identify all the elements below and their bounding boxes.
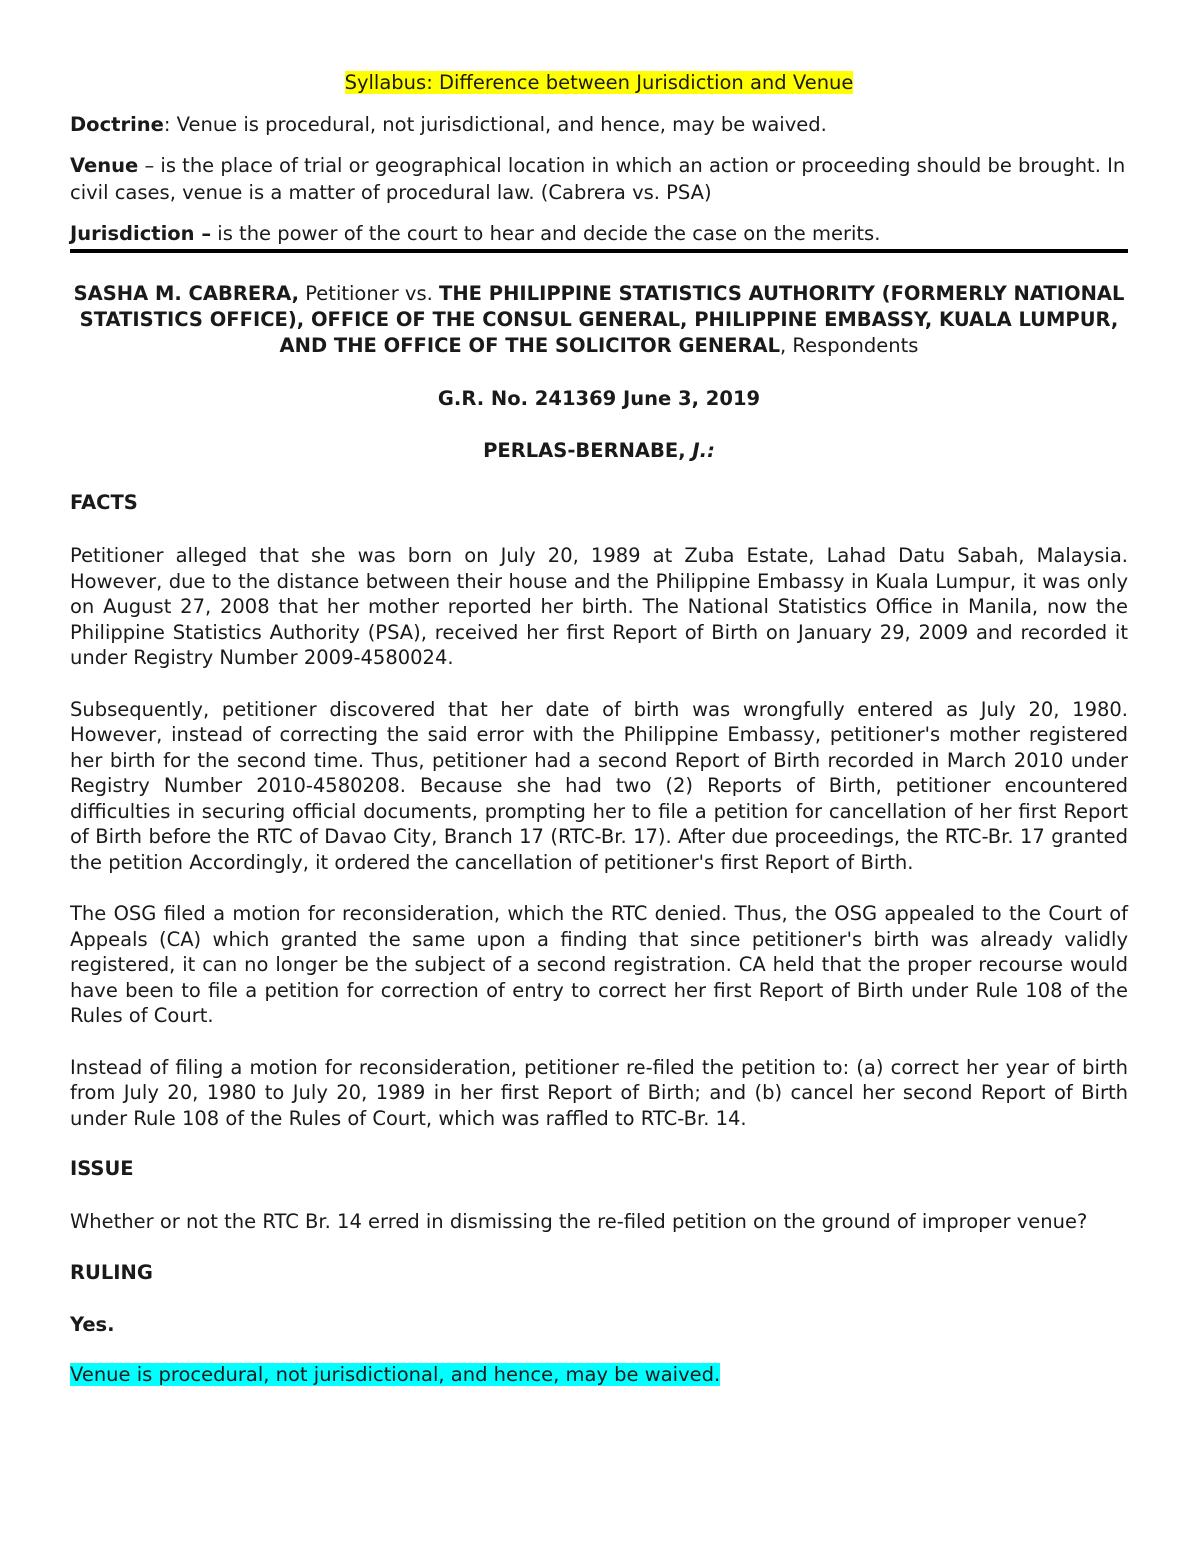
facts-paragraph: The OSG filed a motion for reconsideration, which the RTC denied. Thus, the OSG appealed to the Court of Appeals (CA) which granted the same upon a finding that since petitioner's birth was already validly registered, it can no longer be the subject of a second registration. CA held that the proper recourse would have been to file a petition for correction of entry to correct her first Report of Birth under Rule 108 of the Rules of Court. [70, 902, 1128, 1027]
respondents-names: THE PHILIPPINE STATISTICS AUTHORITY (FORMERLY NATIONAL STATISTICS OFFICE), OFFICE OF THE CONSUL GENERAL, PHILIPPINE EMBASSY, KUALA LUMPUR, AND THE OFFICE OF THE SOLICITOR GENERAL [79, 282, 1125, 357]
facts-heading: FACTS [70, 491, 138, 514]
ruling-heading: RULING [70, 1260, 153, 1284]
jurisdiction-term: Jurisdiction – [70, 222, 212, 245]
syllabus-highlight: Syllabus: Difference between Jurisdiction and Venue [344, 71, 854, 94]
ponente-name: PERLAS-BERNABE, [483, 439, 693, 462]
petitioner-name: SASHA M. CABRERA, [73, 282, 300, 305]
jurisdiction-definition [70, 220, 1128, 253]
facts-paragraph: Petitioner alleged that she was born on July 20, 1989 at Zuba Estate, Lahad Datu Sabah, Malaysia. However, due to the distance between their house and the Philippine Embassy in Kuala Lumpur, it was only on August 27, 2008 that her mother reported her birth. The National Statistics Office in Manila, now the Philippine Statistics Authority (PSA), received her first Report of Birth on January 29, 2009 and recorded it under Registry Number 2009-4580024. [70, 544, 1128, 669]
ruling-answer: Yes. [70, 1312, 115, 1336]
petitioner-role: Petitioner vs. [299, 282, 440, 305]
ruling-highlight: Venue is procedural, not jurisdictional, and hence, may be waived. [70, 1362, 721, 1386]
syllabus-title [70, 68, 1128, 97]
venue-text: – is the place of trial or geographical location in which an action or proceeding should be brought. In civil cases, venue is a matter of procedural law. (Cabrera vs. PSA) [70, 154, 1126, 204]
issue-text: Whether or not the RTC Br. 14 erred in dismissing the re-filed petition on the ground of improper venue? [70, 1210, 1088, 1233]
gr-number [70, 385, 1128, 413]
doctrine-text: : Venue is procedural, not jurisdictional, and hence, may be waived. [163, 113, 827, 136]
document-content [70, 68, 1128, 1389]
ruling-text [70, 1361, 1128, 1389]
gr-number-text: G.R. No. 241369 June 3, 2019 [437, 387, 761, 410]
facts-paragraph: Subsequently, petitioner discovered that her date of birth was wrongfully entered as July 20, 1980. However, instead of correcting the said error with the Philippine Embassy, petitioner's mother registered her birth for the second time. Thus, petitioner had a second Report of Birth recorded in March 2010 under Registry Number 2010-4580208. Because she had two (2) Reports of Birth, petitioner encountered difficulties in securing official documents, prompting her to file a petition for cancellation of her first Report of Birth before the RTC of Davao City, Branch 17 (RTC-Br. 17). After due proceedings, the RTC-Br. 17 granted the petition Accordingly, it ordered the cancellation of petitioner's first Report of Birth. [70, 697, 1128, 874]
ponente-title: J.: [692, 439, 715, 462]
jurisdiction-text: is the power of the court to hear and decide the case on the merits. [211, 222, 881, 245]
doctrine-term: Doctrine [70, 113, 164, 136]
respondents-role: , Respondents [780, 334, 919, 357]
facts-paragraph: Instead of filing a motion for reconsideration, petitioner re-filed the petition to: (a) correct her year of birth from July 20, 1980 to July 20, 1989 in her first Report of Birth; and (b) cancel her second Report of Birth under Rule 108 of the Rules of Court, which was raffled to RTC-Br. 14. [70, 1055, 1128, 1130]
venue-term: Venue [70, 154, 139, 177]
doctrine-paragraph [70, 111, 1128, 138]
ponente [70, 437, 1128, 465]
venue-definition [70, 152, 1128, 206]
case-caption [70, 281, 1128, 359]
issue-heading: ISSUE [70, 1157, 134, 1180]
